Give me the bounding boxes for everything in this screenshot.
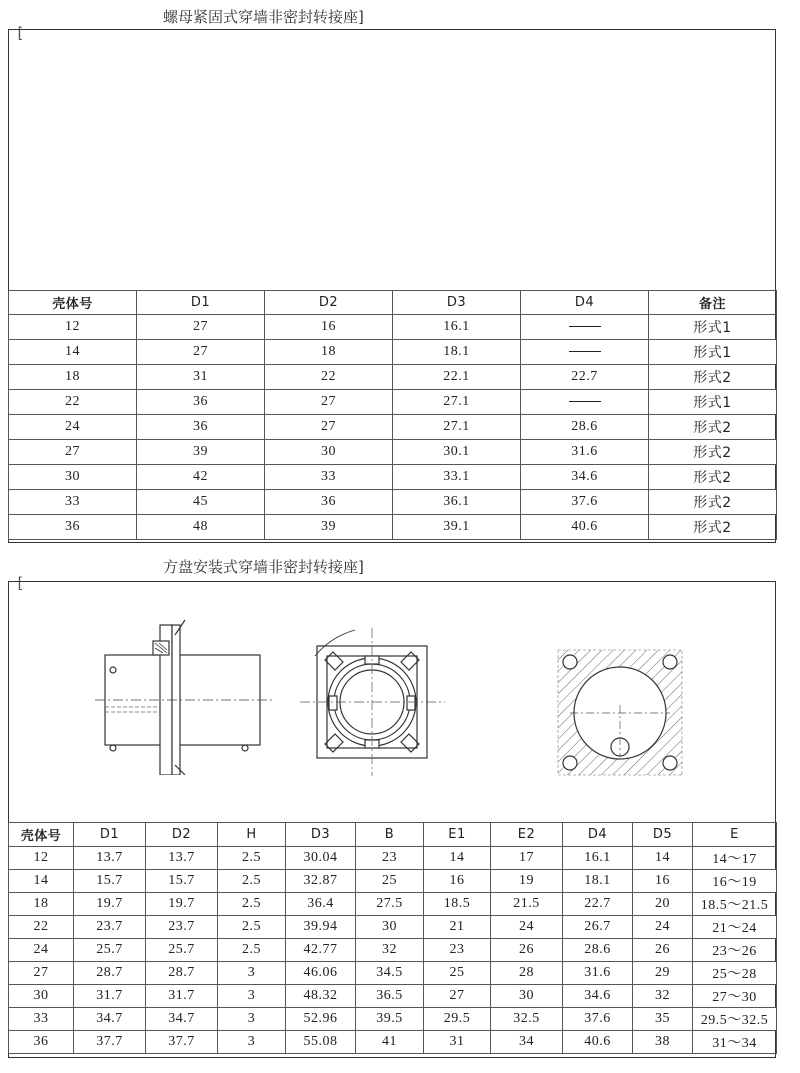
column-header: D2 <box>265 291 393 315</box>
table-cell: 40.6 <box>521 515 649 540</box>
table-row <box>9 390 777 415</box>
table-row <box>9 962 777 985</box>
table-cell: 31.6 <box>521 440 649 465</box>
table-cell: 25 <box>356 870 424 893</box>
column-header: E2 <box>491 823 563 847</box>
table-cell: 37.7 <box>74 1031 146 1054</box>
table-cell: 2.5 <box>218 847 286 870</box>
table-cell: 29.5～32.5 <box>693 1008 777 1031</box>
table-cell: 2.5 <box>218 916 286 939</box>
table-cell: 形式2 <box>649 515 777 540</box>
table-cell: 27 <box>265 415 393 440</box>
table-cell: 25.7 <box>146 939 218 962</box>
table-cell: 形式2 <box>649 440 777 465</box>
table-cell: 27 <box>137 340 265 365</box>
table-cell: 36 <box>265 490 393 515</box>
table-cell: 40.6 <box>563 1031 633 1054</box>
column-header: D1 <box>137 291 265 315</box>
table-cell: 42.77 <box>286 939 356 962</box>
table-cell: 55.08 <box>286 1031 356 1054</box>
table-cell: 30 <box>9 985 74 1008</box>
table-cell: 39.94 <box>286 916 356 939</box>
mounting-hole <box>563 655 577 669</box>
table-cell: 52.96 <box>286 1008 356 1031</box>
table-row <box>9 365 777 390</box>
table-cell: 形式1 <box>649 315 777 340</box>
column-header: 壳体号 <box>9 823 74 847</box>
table-cell: 30.1 <box>393 440 521 465</box>
table-row <box>9 939 777 962</box>
mounting-hole <box>663 655 677 669</box>
table-cell: 34.6 <box>521 465 649 490</box>
empty-value-dash <box>569 401 601 402</box>
table-cell: 31.7 <box>146 985 218 1008</box>
section2-header-row <box>9 823 777 847</box>
table-row <box>9 490 777 515</box>
table-cell: 34.7 <box>74 1008 146 1031</box>
column-header: 壳体号 <box>9 291 137 315</box>
table-cell: 形式2 <box>649 490 777 515</box>
table-cell: 35 <box>633 1008 693 1031</box>
table-cell: 32 <box>356 939 424 962</box>
table-cell: 14 <box>9 870 74 893</box>
table-cell: 23～26 <box>693 939 777 962</box>
table-cell: 28.6 <box>563 939 633 962</box>
side-view-drawing <box>95 615 275 775</box>
table-cell: 2.5 <box>218 893 286 916</box>
table-cell: 14～17 <box>693 847 777 870</box>
table-cell: 形式2 <box>649 365 777 390</box>
table-cell: 27.1 <box>393 390 521 415</box>
table-cell: 36.5 <box>356 985 424 1008</box>
table-cell: 37.7 <box>146 1031 218 1054</box>
table-row <box>9 893 777 916</box>
table-cell: 14 <box>9 340 137 365</box>
table-cell: 45 <box>137 490 265 515</box>
table-cell: 33 <box>9 1008 74 1031</box>
column-header: D3 <box>286 823 356 847</box>
table-cell: 37.6 <box>521 490 649 515</box>
table-cell: 34.5 <box>356 962 424 985</box>
table-cell: 16 <box>265 315 393 340</box>
table-cell: 12 <box>9 315 137 340</box>
table-cell: 39.1 <box>393 515 521 540</box>
table-cell: 31 <box>137 365 265 390</box>
table-cell: 16 <box>633 870 693 893</box>
table-row <box>9 415 777 440</box>
table-cell: 27 <box>9 440 137 465</box>
table-row <box>9 1031 777 1054</box>
table-cell: 32.87 <box>286 870 356 893</box>
table-cell: 36 <box>137 415 265 440</box>
mounting-hole <box>663 756 677 770</box>
table-cell: 26 <box>633 939 693 962</box>
table-row <box>9 440 777 465</box>
table-row <box>9 340 777 365</box>
section1-table-body <box>9 315 777 540</box>
table-cell: 19.7 <box>74 893 146 916</box>
table-cell: 41 <box>356 1031 424 1054</box>
table-cell: 16.1 <box>393 315 521 340</box>
table-cell: 21～24 <box>693 916 777 939</box>
table-cell: 30 <box>491 985 563 1008</box>
table-row <box>9 985 777 1008</box>
section2-bracket: [ <box>17 574 24 592</box>
table-cell: 28.6 <box>521 415 649 440</box>
table-cell: 33 <box>265 465 393 490</box>
table-cell: 18.5～21.5 <box>693 893 777 916</box>
empty-value-dash <box>569 326 601 327</box>
table-cell: 16.1 <box>563 847 633 870</box>
table-cell: 42 <box>137 465 265 490</box>
table-cell: 29.5 <box>424 1008 491 1031</box>
table-cell: 23.7 <box>146 916 218 939</box>
table-cell: 22 <box>9 916 74 939</box>
table-cell: 23.7 <box>74 916 146 939</box>
table-cell: 16 <box>424 870 491 893</box>
table-cell: 12 <box>9 847 74 870</box>
table-cell: 22.7 <box>521 365 649 390</box>
table-cell: 18 <box>9 365 137 390</box>
table-cell: 27 <box>265 390 393 415</box>
table-cell: 16～19 <box>693 870 777 893</box>
column-header: 备注 <box>649 291 777 315</box>
table-cell: 25～28 <box>693 962 777 985</box>
table-cell: 14 <box>633 847 693 870</box>
table-cell: 36 <box>9 515 137 540</box>
table-cell: 28.7 <box>146 962 218 985</box>
table-cell: 18 <box>9 893 74 916</box>
table-cell: 3 <box>218 1031 286 1054</box>
column-header: B <box>356 823 424 847</box>
table-cell: 15.7 <box>146 870 218 893</box>
table-cell: 27.1 <box>393 415 521 440</box>
table-cell: 19.7 <box>146 893 218 916</box>
table-cell <box>521 315 649 340</box>
table-cell: 20 <box>633 893 693 916</box>
section1-table <box>8 290 777 540</box>
table-row <box>9 515 777 540</box>
table-cell: 15.7 <box>74 870 146 893</box>
table-row <box>9 1008 777 1031</box>
column-header: E1 <box>424 823 491 847</box>
table-row <box>9 847 777 870</box>
table-cell: 13.7 <box>146 847 218 870</box>
section2-title: 方盘安装式穿墙非密封转接座] <box>163 558 364 576</box>
table-cell <box>521 390 649 415</box>
table-cell: 18 <box>265 340 393 365</box>
table-cell: 18.1 <box>563 870 633 893</box>
table-cell: 18.5 <box>424 893 491 916</box>
section1-title: 螺母紧固式穿墙非密封转接座] <box>163 8 364 26</box>
table-cell: 34.6 <box>563 985 633 1008</box>
table-cell: 24 <box>491 916 563 939</box>
table-cell: 29 <box>633 962 693 985</box>
table-cell: 33.1 <box>393 465 521 490</box>
table-cell: 39 <box>137 440 265 465</box>
table-cell: 27 <box>424 985 491 1008</box>
table-row <box>9 465 777 490</box>
table-cell: 23 <box>424 939 491 962</box>
table-cell: 形式2 <box>649 465 777 490</box>
table-cell: 48.32 <box>286 985 356 1008</box>
table-cell: 33 <box>9 490 137 515</box>
table-cell: 36 <box>137 390 265 415</box>
table-cell <box>521 340 649 365</box>
table-cell: 25 <box>424 962 491 985</box>
section2-table-body <box>9 847 777 1054</box>
table-cell: 13.7 <box>74 847 146 870</box>
table-cell: 形式1 <box>649 340 777 365</box>
table-cell: 32 <box>633 985 693 1008</box>
table-cell: 37.6 <box>563 1008 633 1031</box>
table-cell: 25.7 <box>74 939 146 962</box>
connector-body-outline <box>105 655 260 745</box>
table-cell: 31.6 <box>563 962 633 985</box>
table-cell: 17 <box>491 847 563 870</box>
table-cell: 22.1 <box>393 365 521 390</box>
column-header: D5 <box>633 823 693 847</box>
table-cell: 27 <box>9 962 74 985</box>
table-cell: 32.5 <box>491 1008 563 1031</box>
table-cell: 38 <box>633 1031 693 1054</box>
table-cell: 2.5 <box>218 939 286 962</box>
table-cell: 26.7 <box>563 916 633 939</box>
table-cell: 31～34 <box>693 1031 777 1054</box>
table-cell: 24 <box>9 939 74 962</box>
table-cell: 36 <box>9 1031 74 1054</box>
column-header: D2 <box>146 823 218 847</box>
table-cell: 3 <box>218 985 286 1008</box>
table-cell: 22 <box>265 365 393 390</box>
table-row <box>9 315 777 340</box>
table-cell: 形式2 <box>649 415 777 440</box>
empty-value-dash <box>569 351 601 352</box>
column-header: E <box>693 823 777 847</box>
table-cell: 24 <box>633 916 693 939</box>
column-header: D4 <box>521 291 649 315</box>
table-cell: 39 <box>265 515 393 540</box>
section1-header-row <box>9 291 777 315</box>
table-cell: 3 <box>218 962 286 985</box>
table-cell: 30 <box>356 916 424 939</box>
table-cell: 26 <box>491 939 563 962</box>
column-header: D3 <box>393 291 521 315</box>
table-cell: 27～30 <box>693 985 777 1008</box>
table-cell: 28 <box>491 962 563 985</box>
section2-table <box>8 822 777 1054</box>
table-cell: 18.1 <box>393 340 521 365</box>
table-cell: 31.7 <box>74 985 146 1008</box>
table-cell: 21.5 <box>491 893 563 916</box>
table-cell: 46.06 <box>286 962 356 985</box>
table-cell: 19 <box>491 870 563 893</box>
mounting-hole <box>563 756 577 770</box>
panel-cutout-drawing <box>550 645 690 780</box>
table-cell: 23 <box>356 847 424 870</box>
table-cell: 30 <box>265 440 393 465</box>
table-cell: 3 <box>218 1008 286 1031</box>
table-cell: 27 <box>137 315 265 340</box>
table-cell: 39.5 <box>356 1008 424 1031</box>
table-cell: 34.7 <box>146 1008 218 1031</box>
table-cell: 28.7 <box>74 962 146 985</box>
table-cell: 36.1 <box>393 490 521 515</box>
section1-bracket: [ <box>17 24 24 42</box>
table-cell: 27.5 <box>356 893 424 916</box>
table-row <box>9 870 777 893</box>
table-cell: 2.5 <box>218 870 286 893</box>
front-view-drawing <box>295 618 450 778</box>
table-cell: 30.04 <box>286 847 356 870</box>
table-cell: 30 <box>9 465 137 490</box>
table-cell: 形式1 <box>649 390 777 415</box>
table-row <box>9 916 777 939</box>
table-cell: 24 <box>9 415 137 440</box>
table-cell: 36.4 <box>286 893 356 916</box>
table-cell: 34 <box>491 1031 563 1054</box>
table-cell: 48 <box>137 515 265 540</box>
table-cell: 21 <box>424 916 491 939</box>
column-header: D4 <box>563 823 633 847</box>
table-cell: 22.7 <box>563 893 633 916</box>
table-cell: 14 <box>424 847 491 870</box>
column-header: D1 <box>74 823 146 847</box>
column-header: H <box>218 823 286 847</box>
table-cell: 31 <box>424 1031 491 1054</box>
table-cell: 22 <box>9 390 137 415</box>
